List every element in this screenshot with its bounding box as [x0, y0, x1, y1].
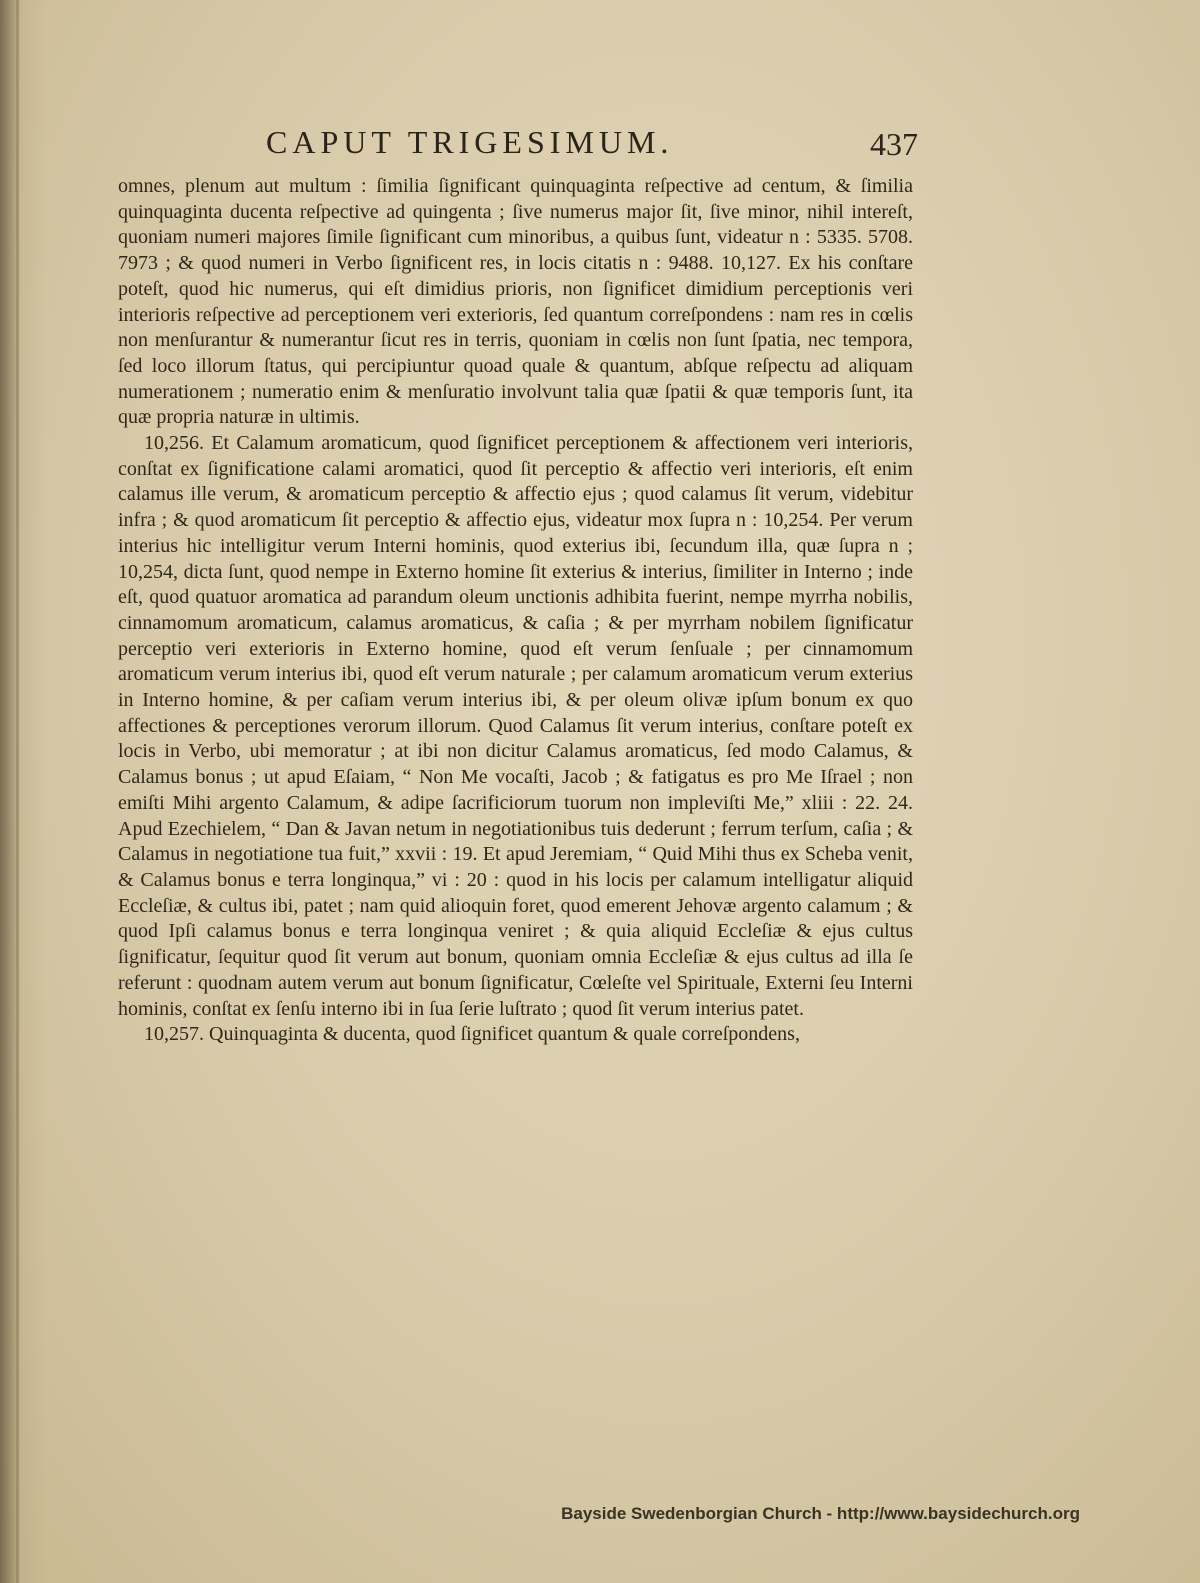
footer-credit: Bayside Swedenborgian Church - http://www.baysidechurch.org [561, 1504, 1080, 1523]
body-text [118, 174, 913, 1048]
page-number: 437 [870, 126, 918, 162]
page-gutter [0, 0, 46, 1583]
binding-edge [16, 0, 19, 1583]
paragraph: omnes, plenum aut multum : ſimilia ſignificant quinquaginta reſpective ad centum, & ſimilia quinquaginta ducenta reſpective ad quingenta ; ſive numerus major ſit, ſive minor, nihil intereſt, quoniam numeri majores ſimile ſignificant cum minoribus, a quibus ſunt, videatur n : 5335. 5708. 7973 ; & quod numeri in Verbo ſignificent res, in locis citatis n : 9488. 10,127. Ex his conſtare poteſt, quod hic numerus, qui eſt dimidius prioris, non ſignificet dimidium perceptionis veri interioris reſpective ad perceptionem veri exterioris, ſed quantum correſpondens : nam res in cœlis non menſurantur & numerantur ſicut res in terris, quoniam in cœlis non ſunt ſpatia, nec tempora, ſed loco illorum ſtatus, qui percipiuntur quoad quale & quantum, abſque reſpectu ad aliquam numerationem ; numeratio enim & menſuratio involvunt talia quæ ſpatii & quæ temporis ſunt, ita quæ propria naturæ in ultimis. [118, 175, 913, 429]
running-title: CAPUT TRIGESIMUM. [266, 124, 674, 160]
paragraph: 10,256. Et Calamum aromaticum, quod ſignificet perceptionem & affectionem veri interioris, conſtat ex ſignificatione calami aromatici, quod ſit perceptio & affectio veri interioris, eſt enim calamus ille verum, & aromaticum perceptio & affectio ejus ; quod calamus ſit verum, videbitur infra ; & quod aromaticum ſit perceptio & affectio ejus, videatur mox ſupra n : 10,254. Per verum interius hic intelligitur verum Interni hominis, quod exterius ibi, ſecundum illa, quæ ſupra n ; 10,254, dicta ſunt, quod nempe in Externo homine ſit exterius & interius, ſimiliter in Interno ; inde eſt, quod quatuor aromatica ad parandum oleum unctionis adhibita fuerint, nempe myrrha nobilis, cinnamomum aromaticum, calamus aromaticus, & caſia ; & per myrrham nobilem ſignificatur perceptio veri exterioris in Externo homine, quod eſt verum ſenſuale ; per cinnamomum aromaticum verum interius ibi, quod eſt verum naturale ; per calamum aromaticum verum exterius in Interno homine, & per caſiam verum interius ibi, & per oleum olivæ ipſum bonum ex quo affectiones & perceptiones verorum illorum. Quod Calamus ſit verum interius, conſtare poteſt ex locis in Verbo, ubi memoratur ; at ibi non dicitur Calamus aromaticus, ſed modo Calamus, & Calamus bonus ; ut apud Eſaiam, “ Non Me vocaſti, Jacob ; & fatigatus es pro Me Iſrael ; non emiſti Mihi argento Calamum, & adipe ſacrificiorum tuorum non impleviſti Me,” xliii : 22. 24. Apud Ezechielem, “ Dan & Javan netum in negotiationibus tuis dederunt ; ferrum terſum, caſia ; & Calamus in negotiatione tua fuit,” xxvii : 19. Et apud Jeremiam, “ Quid Mihi thus ex Scheba venit, & Calamus bonus e terra longinqua,” vi : 20 : quod in his locis per calamum intelligatur aliquid Eccleſiæ, & cultus ibi, patet ; nam quid alioquin foret, quod emerent Jehovæ argento calamum ; & quod Ipſi calamus bonus e terra longinqua veniret ; & quia aliquid Eccleſiæ & ejus cultus ſignificatur, ſequitur quod ſit verum aut bonum, quoniam omnia Eccleſiæ & ejus cultus ad illa ſe referunt : quodnam autem verum aut bonum ſignificatur, Cœleſte vel Spirituale, Externi ſeu Interni hominis, conſtat ex ſenſu interno ibi in ſua ſerie luſtrato ; quod ſit verum interius patet. [118, 432, 913, 1020]
paragraph: 10,257. Quinquaginta & ducenta, quod ſignificet quantum & quale correſpondens, [144, 1023, 800, 1046]
page-header [118, 120, 918, 170]
